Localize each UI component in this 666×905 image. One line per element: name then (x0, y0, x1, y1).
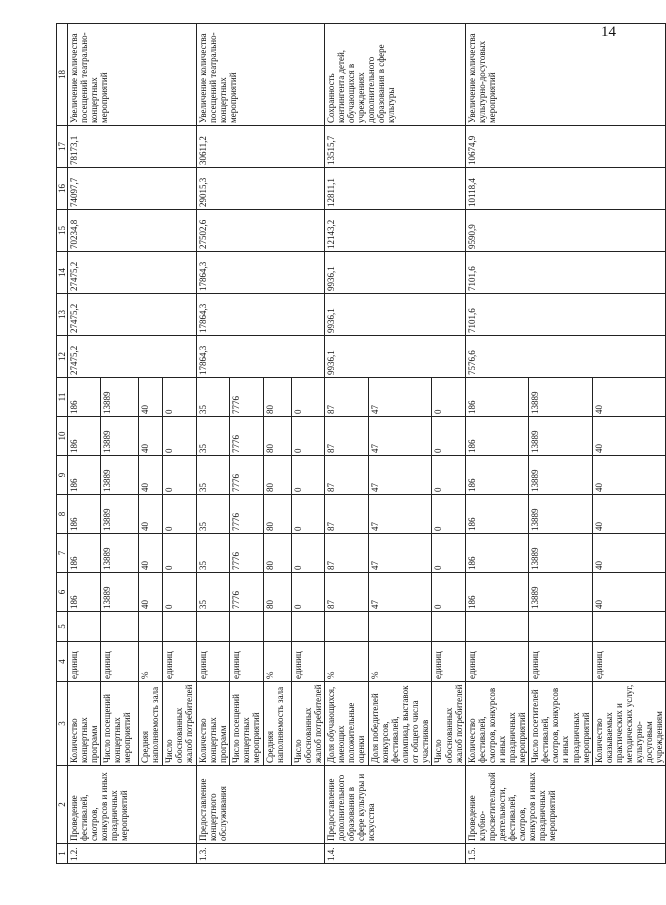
budget-value: 27475,2 (68, 252, 196, 294)
table-row (465, 24, 528, 864)
indicator-value: 47 (369, 417, 432, 456)
indicator-name: Число посещений концертных мероприятий (229, 682, 263, 766)
section-number: 1.5. (465, 844, 665, 864)
budget-value: 12811,1 (325, 168, 466, 210)
indicator-value: 40 (139, 378, 163, 417)
budget-value: 7101,6 (465, 294, 665, 336)
budget-value: 17864,3 (196, 336, 324, 378)
indicator-value: 186 (68, 456, 101, 495)
indicator-value: 186 (465, 534, 528, 573)
indicator-unit: % (325, 642, 369, 682)
indicator-value: 35 (196, 417, 229, 456)
budget-value: 27502,6 (196, 210, 324, 252)
indicator-unit: единиц (291, 642, 324, 682)
section-number: 1.2. (68, 844, 196, 864)
expected-result: Сохранность контингента детей, обучающихся в учреждениях дополнительного образования в сфере культуры (325, 24, 466, 126)
indicator-value: 40 (592, 534, 666, 573)
indicator-value: 40 (592, 378, 666, 417)
blank-cell (101, 612, 139, 642)
indicator-value: 186 (465, 456, 528, 495)
indicator-value: 0 (163, 573, 196, 612)
expected-result: Увеличение количества посещений театрально-концертных мероприятий (68, 24, 196, 126)
blank-cell (229, 612, 263, 642)
indicator-value: 186 (465, 378, 528, 417)
indicator-unit: единиц (529, 642, 592, 682)
blank-cell (68, 612, 101, 642)
indicator-unit: единиц (229, 642, 263, 682)
column-number: 6 (57, 573, 68, 612)
column-number: 2 (57, 766, 68, 844)
indicator-value: 40 (139, 573, 163, 612)
indicator-value: 40 (139, 456, 163, 495)
indicator-value: 13889 (101, 495, 139, 534)
indicator-value: 186 (68, 417, 101, 456)
budget-value: 74097,7 (68, 168, 196, 210)
indicator-value: 13889 (529, 495, 592, 534)
budget-value: 78173,1 (68, 126, 196, 168)
column-number: 3 (57, 682, 68, 766)
indicator-value: 87 (325, 495, 369, 534)
indicator-value: 40 (592, 573, 666, 612)
indicator-value: 0 (432, 456, 465, 495)
indicator-value: 13889 (529, 378, 592, 417)
column-number: 1 (57, 844, 68, 864)
activity-name: Предоставление дополнительного образования в сфере культуры и искусства (325, 766, 466, 844)
indicator-name: Число обоснованных жалоб потребителей (163, 682, 196, 766)
indicator-value: 13889 (101, 534, 139, 573)
indicator-value: 35 (196, 495, 229, 534)
indicator-value: 35 (196, 573, 229, 612)
indicator-value: 0 (291, 573, 324, 612)
indicator-value: 0 (163, 456, 196, 495)
column-number: 11 (57, 378, 68, 417)
column-number: 12 (57, 336, 68, 378)
indicator-value: 87 (325, 417, 369, 456)
expected-result: Увеличение количества посещений театрально-концертных мероприятий (196, 24, 324, 126)
budget-value: 29015,3 (196, 168, 324, 210)
budget-value: 17864,3 (196, 252, 324, 294)
indicator-value: 40 (139, 534, 163, 573)
indicator-value: 35 (196, 378, 229, 417)
indicator-unit: единиц (196, 642, 229, 682)
indicator-value: 40 (592, 456, 666, 495)
indicator-unit: единиц (68, 642, 101, 682)
indicator-value: 47 (369, 534, 432, 573)
indicator-value: 40 (592, 495, 666, 534)
blank-cell (196, 612, 229, 642)
indicator-value: 80 (263, 573, 291, 612)
budget-value: 27475,2 (68, 336, 196, 378)
activity-name: Проведение клубно-просветительской деятельности, фестивалей, смотров, конкурсов и иных праздничных мероприятий (465, 766, 665, 844)
indicator-value: 13889 (101, 417, 139, 456)
rotated-table-wrapper (56, 24, 665, 864)
indicator-value: 0 (163, 417, 196, 456)
indicator-value: 0 (163, 378, 196, 417)
indicator-value: 186 (465, 573, 528, 612)
column-number: 8 (57, 495, 68, 534)
indicator-value: 87 (325, 573, 369, 612)
column-number: 9 (57, 456, 68, 495)
indicator-value: 13889 (101, 573, 139, 612)
indicator-unit: % (139, 642, 163, 682)
indicator-value: 186 (465, 495, 528, 534)
activity-name: Предоставление концертного обслуживания (196, 766, 324, 844)
blank-cell (369, 612, 432, 642)
blank-cell (465, 612, 528, 642)
section-number: 1.3. (196, 844, 324, 864)
budget-value: 9936,1 (325, 294, 466, 336)
indicator-value: 13889 (101, 456, 139, 495)
indicator-value: 0 (291, 378, 324, 417)
blank-cell (529, 612, 592, 642)
page-number: 14 (601, 24, 616, 40)
indicator-value: 7776 (229, 456, 263, 495)
indicator-value: 0 (432, 534, 465, 573)
column-number: 7 (57, 534, 68, 573)
indicator-value: 13889 (529, 534, 592, 573)
indicator-value: 35 (196, 534, 229, 573)
indicator-name: Доля обучающихся, имеющих положительные оценки (325, 682, 369, 766)
indicator-value: 40 (592, 417, 666, 456)
indicator-name: Число обоснованных жалоб потребителей (291, 682, 324, 766)
indicator-value: 0 (432, 378, 465, 417)
indicator-value: 80 (263, 456, 291, 495)
column-number: 18 (57, 24, 68, 126)
indicator-value: 186 (68, 378, 101, 417)
indicator-name: Средняя наполняемость зала (263, 682, 291, 766)
indicator-value: 47 (369, 378, 432, 417)
indicator-name: Число обоснованных жалоб потребителей (432, 682, 465, 766)
indicator-value: 7776 (229, 573, 263, 612)
indicator-value: 0 (432, 573, 465, 612)
indicator-value: 186 (68, 573, 101, 612)
indicator-value: 80 (263, 495, 291, 534)
budget-value: 30611,2 (196, 126, 324, 168)
indicator-name: Количество концертных программ (196, 682, 229, 766)
blank-cell (432, 612, 465, 642)
indicator-value: 40 (139, 495, 163, 534)
budget-value: 7576,6 (465, 336, 665, 378)
indicator-unit: единиц (432, 642, 465, 682)
indicator-value: 13889 (529, 456, 592, 495)
column-number: 10 (57, 417, 68, 456)
column-number-row (57, 24, 68, 864)
indicator-value: 87 (325, 378, 369, 417)
indicator-name: Число посещений концертных мероприятий (101, 682, 139, 766)
indicator-value: 7776 (229, 495, 263, 534)
indicator-value: 13889 (529, 573, 592, 612)
blank-cell (592, 612, 666, 642)
column-number: 5 (57, 612, 68, 642)
budget-value: 9590,9 (465, 210, 665, 252)
blank-cell (291, 612, 324, 642)
column-number: 15 (57, 210, 68, 252)
budget-value: 9936,1 (325, 336, 466, 378)
indicator-value: 87 (325, 456, 369, 495)
indicator-value: 0 (163, 534, 196, 573)
indicator-name: Количество фестивалей, смотров, конкурсов и иных праздничных мероприятий (465, 682, 528, 766)
column-number: 14 (57, 252, 68, 294)
budget-value: 10118,4 (465, 168, 665, 210)
indicator-value: 7776 (229, 417, 263, 456)
indicator-value: 40 (139, 417, 163, 456)
indicator-value: 186 (68, 534, 101, 573)
budget-value: 27475,2 (68, 294, 196, 336)
column-number: 16 (57, 168, 68, 210)
indicator-value: 13889 (529, 417, 592, 456)
indicator-unit: % (369, 642, 432, 682)
program-table (56, 23, 666, 864)
indicator-value: 0 (291, 534, 324, 573)
indicator-value: 0 (432, 495, 465, 534)
section-number: 1.4. (325, 844, 466, 864)
indicator-value: 7776 (229, 378, 263, 417)
indicator-value: 0 (163, 495, 196, 534)
indicator-value: 186 (68, 495, 101, 534)
column-number: 13 (57, 294, 68, 336)
indicator-value: 87 (325, 534, 369, 573)
budget-value: 7101,6 (465, 252, 665, 294)
table-row (196, 24, 229, 864)
indicator-name: Количество концертных программ (68, 682, 101, 766)
indicator-value: 0 (432, 417, 465, 456)
budget-value: 70234,8 (68, 210, 196, 252)
blank-cell (163, 612, 196, 642)
indicator-value: 47 (369, 456, 432, 495)
indicator-value: 186 (465, 417, 528, 456)
indicator-name: Средняя наполняемость зала (139, 682, 163, 766)
blank-cell (263, 612, 291, 642)
indicator-unit: единиц (101, 642, 139, 682)
indicator-name: Доля победителей конкурсов, фестивалей, олимпиад, выставок от общего числа участников (369, 682, 432, 766)
blank-cell (139, 612, 163, 642)
indicator-value: 80 (263, 378, 291, 417)
indicator-unit: единиц (163, 642, 196, 682)
indicator-value: 47 (369, 573, 432, 612)
indicator-value: 35 (196, 456, 229, 495)
column-number: 17 (57, 126, 68, 168)
indicator-value: 80 (263, 417, 291, 456)
budget-value: 17864,3 (196, 294, 324, 336)
indicator-value: 7776 (229, 534, 263, 573)
indicator-unit: единиц (592, 642, 666, 682)
budget-value: 12143,2 (325, 210, 466, 252)
blank-cell (325, 612, 369, 642)
indicator-name: Число посетителей фестивалей, смотров, конкурсов и иных праздничных мероприятий (529, 682, 592, 766)
budget-value: 10674,9 (465, 126, 665, 168)
indicator-value: 80 (263, 534, 291, 573)
indicator-value: 0 (291, 456, 324, 495)
column-number: 4 (57, 642, 68, 682)
budget-value: 13515,7 (325, 126, 466, 168)
table-row (325, 24, 369, 864)
indicator-unit: единиц (465, 642, 528, 682)
indicator-value: 47 (369, 495, 432, 534)
indicator-name: Количество оказываемых практических и методических услуг, культурно-досуговым учреждениям (592, 682, 666, 766)
activity-name: Проведение фестивалей, смотров, конкурсов и иных праздничных мероприятий (68, 766, 196, 844)
budget-value: 9936,1 (325, 252, 466, 294)
indicator-value: 0 (291, 417, 324, 456)
expected-result: Увеличение количества культурно-досуговых мероприятий (465, 24, 665, 126)
indicator-value: 13889 (101, 378, 139, 417)
indicator-unit: % (263, 642, 291, 682)
table-row (68, 24, 101, 864)
indicator-value: 0 (291, 495, 324, 534)
